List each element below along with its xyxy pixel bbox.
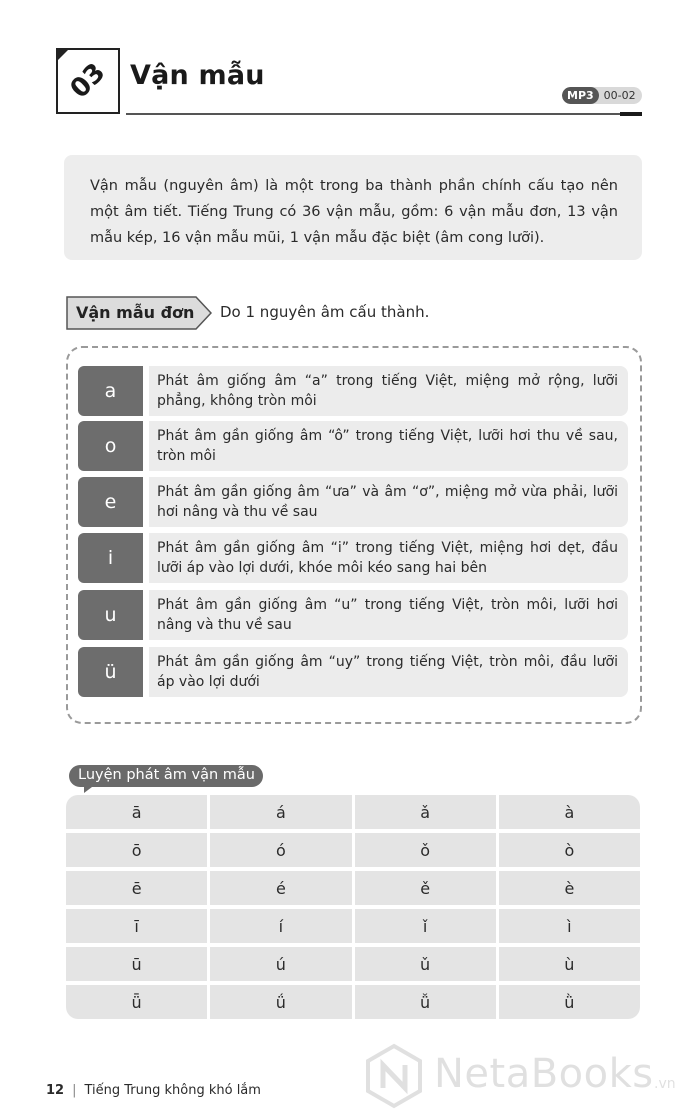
table-cell: ā [66,795,207,829]
lesson-number: 03 [64,57,112,105]
table-cell: ò [499,833,640,867]
lesson-number-badge [56,48,120,114]
watermark-suffix: .vn [654,1076,676,1092]
vowel-row [78,533,628,583]
mp3-tag: MP3 [562,87,599,104]
table-cell: é [210,871,351,905]
table-cell: ě [355,871,496,905]
table-cell: ǜ [499,985,640,1019]
table-cell: ì [499,909,640,943]
mp3-track-badge [562,87,642,104]
table-cell: ǘ [210,985,351,1019]
footer-separator: | [72,1083,77,1098]
table-row [66,985,640,1019]
netabooks-logo-icon [364,1043,424,1109]
table-cell: è [499,871,640,905]
vowel-row [78,590,628,640]
table-cell: ǒ [355,833,496,867]
table-cell: ú [210,947,351,981]
title-divider [126,113,642,115]
page-number: 12 [46,1083,65,1098]
vowel-row [78,477,628,527]
vowel-description: Phát âm gần giống âm “ưa” và âm “ơ”, miệng mở vừa phải, lưỡi hơi nâng và thu về sau [149,477,628,527]
table-cell: ē [66,871,207,905]
table-cell: ī [66,909,207,943]
table-row [66,795,640,829]
table-cell: ǚ [355,985,496,1019]
table-cell: ō [66,833,207,867]
vowel-letter: ü [78,647,143,697]
table-row [66,871,640,905]
table-cell: ó [210,833,351,867]
netabooks-watermark [364,1043,684,1109]
table-cell: ū [66,947,207,981]
page-title: Vận mẫu [130,60,265,91]
vowel-description: Phát âm gần giống âm “i” trong tiếng Việt, miệng hơi dẹt, đầu lưỡi áp vào lợi dưới, khóe môi kéo sang hai bên [149,533,628,583]
book-title: Tiếng Trung không khó lắm [84,1083,261,1098]
table-cell: ǔ [355,947,496,981]
table-cell: à [499,795,640,829]
watermark-text: NetaBooks [434,1051,654,1097]
practice-label [68,764,264,794]
vowel-letter: i [78,533,143,583]
section-description: Do 1 nguyên âm cấu thành. [220,303,430,321]
title-divider-accent [620,112,642,116]
vowel-description: Phát âm gần giống âm “ô” trong tiếng Việt, lưỡi hơi thu về sau, tròn môi [149,421,628,471]
vowel-letter: o [78,421,143,471]
vowel-letter: e [78,477,143,527]
table-cell: ǖ [66,985,207,1019]
vowel-letter: u [78,590,143,640]
tone-practice-table [66,795,640,1019]
vowel-row [78,421,628,471]
vowel-description: Phát âm giống âm “a” trong tiếng Việt, miệng mở rộng, lưỡi phẳng, không tròn môi [149,366,628,416]
vowel-letter: a [78,366,143,416]
page-footer [46,1083,261,1098]
vowel-description: Phát âm gần giống âm “uy” trong tiếng Việt, tròn môi, đầu lưỡi áp vào lợi dưới [149,647,628,697]
table-cell: ǎ [355,795,496,829]
table-cell: á [210,795,351,829]
practice-label-text: Luyện phát âm vận mẫu [78,767,255,783]
table-cell: í [210,909,351,943]
vowel-row [78,647,628,697]
table-row [66,909,640,943]
table-row [66,833,640,867]
intro-paragraph: Vận mẫu (nguyên âm) là một trong ba thành phần chính cấu tạo nên một âm tiết. Tiếng Trung có 36 vận mẫu, gồm: 6 vận mẫu đơn, 13 vận mẫu kép, 16 vận mẫu mũi, 1 vận mẫu đặc biệt (âm cong lưỡi). [64,155,642,260]
section-label-single-vowels [66,296,212,330]
section-label-text: Vận mẫu đơn [76,303,195,322]
vowel-description: Phát âm gần giống âm “u” trong tiếng Việt, tròn môi, lưỡi hơi nâng và thu về sau [149,590,628,640]
mp3-code: 00-02 [603,89,636,102]
vowel-row [78,366,628,416]
table-cell: ù [499,947,640,981]
table-row [66,947,640,981]
table-cell: ǐ [355,909,496,943]
